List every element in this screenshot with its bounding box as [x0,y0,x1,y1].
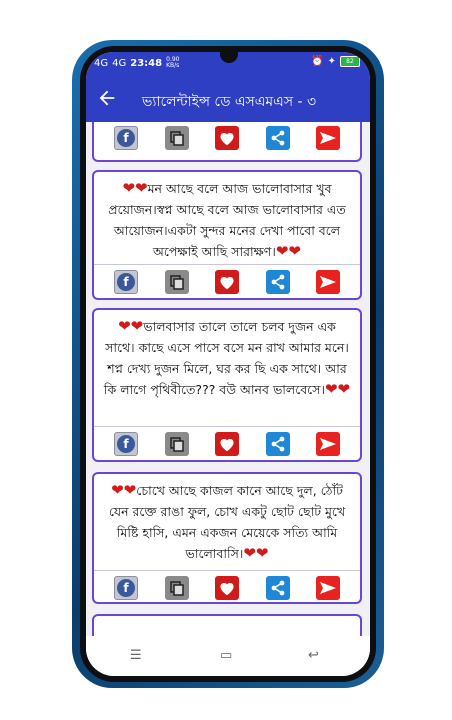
copy-icon [169,130,185,146]
hearts-icon: ❤❤ [111,481,137,499]
action-row [114,126,340,152]
list-item [92,122,362,162]
facebook-icon: f [117,435,135,453]
divider [94,264,360,265]
system-nav-bar [86,636,370,676]
send-button[interactable] [316,126,340,150]
action-row [114,432,340,458]
sms-text [94,172,360,262]
favorite-button[interactable] [215,126,239,150]
hearts-icon: ❤❤ [324,380,351,398]
share-button[interactable] [266,432,290,456]
send-icon [319,274,337,290]
facebook-icon: f [117,579,135,597]
facebook-share-button[interactable] [114,576,138,600]
network-indicator-2: 4G [112,57,127,69]
copy-icon [169,274,185,290]
home-nav-icon[interactable]: ▭ [220,648,233,663]
share-button[interactable] [266,576,290,600]
hearts-icon: ❤❤ [243,544,269,562]
facebook-share-button[interactable] [114,126,138,150]
share-icon [270,580,286,596]
list-item [92,614,362,636]
send-icon [319,130,337,146]
copy-button[interactable] [165,432,189,456]
facebook-share-button[interactable] [114,270,138,294]
facebook-share-button[interactable] [114,432,138,456]
favorite-button[interactable] [215,576,239,600]
wifi-icon: ✦ [327,56,336,67]
send-icon [319,580,337,596]
menu-nav-icon[interactable]: ☰ [130,648,142,663]
network-indicator-1: 4G [94,57,109,69]
favorite-button[interactable] [215,432,239,456]
sms-body: চোখে আছে কাজল কানে আছে দুল, ঠোঁট যেন রক্তে রাঙা ফুল, চোখ একটু ছোট ছোট মুখে মিষ্টি হাসি, এমন একজন মেয়েকে সত্যি আমি ভালোবাসি। [108,483,346,561]
hearts-icon: ❤❤ [122,179,148,197]
send-button[interactable] [316,270,340,294]
divider [94,570,360,571]
action-row [114,576,340,602]
send-icon [319,436,337,452]
page-title: ভ্যালেন্টাইন্স ডে এসএমএস - ৩ [142,94,317,110]
hearts-icon: ❤❤ [118,317,144,335]
copy-button[interactable] [165,270,189,294]
action-row [114,270,340,296]
app-toolbar [86,74,370,122]
speed-indicator: 0.90 KB/s [166,56,180,69]
heart-icon [218,580,236,596]
list-item [92,472,362,604]
screen [86,52,370,676]
send-button[interactable] [316,432,340,456]
divider [94,426,360,427]
back-arrow-icon[interactable] [96,87,118,109]
copy-button[interactable] [165,126,189,150]
alarm-icon: ⏰ [311,56,324,67]
sms-text [94,310,360,400]
share-button[interactable] [266,270,290,294]
copy-button[interactable] [165,576,189,600]
clock: 23:48 [130,57,163,69]
sms-list[interactable] [86,122,370,636]
facebook-icon: f [117,273,135,291]
back-nav-icon[interactable]: ↩ [308,648,319,663]
heart-icon [218,130,236,146]
sms-text [94,474,360,564]
heart-icon [218,436,236,452]
share-icon [270,130,286,146]
favorite-button[interactable] [215,270,239,294]
list-item [92,308,362,462]
facebook-icon: f [117,129,135,147]
copy-icon [169,436,185,452]
camera-notch [220,52,238,63]
heart-icon [218,274,236,290]
copy-icon [169,580,185,596]
battery-icon: 82 [340,56,360,67]
hearts-icon: ❤❤ [275,242,301,260]
send-button[interactable] [316,576,340,600]
sms-body: ভালবাসার তালে তালে চলব দুজন এক সাথে। কাছে এসে পাসে বসে মন রাখ আমার মনে। শপ্ন দেখ্য দুজন মিলে, ঘর কর ছি এক সাথে। আর কি লাগে পৃথিবীতে??? বউ আনব ভালবেসে। [103,319,349,397]
share-button[interactable] [266,126,290,150]
list-item [92,170,362,300]
share-icon [270,436,286,452]
sms-body: মন আছে বলে আজ ভালোবাসার খুব প্রয়োজন।স্বপ্ন আছে বলে আজ ভালোবাসার এত আয়োজন।একটা সুন্দর মনের দেখা পাবো বলে অপেক্ষাই আছি সারাক্ষণ। [108,181,346,259]
status-bar [86,52,370,74]
share-icon [270,274,286,290]
